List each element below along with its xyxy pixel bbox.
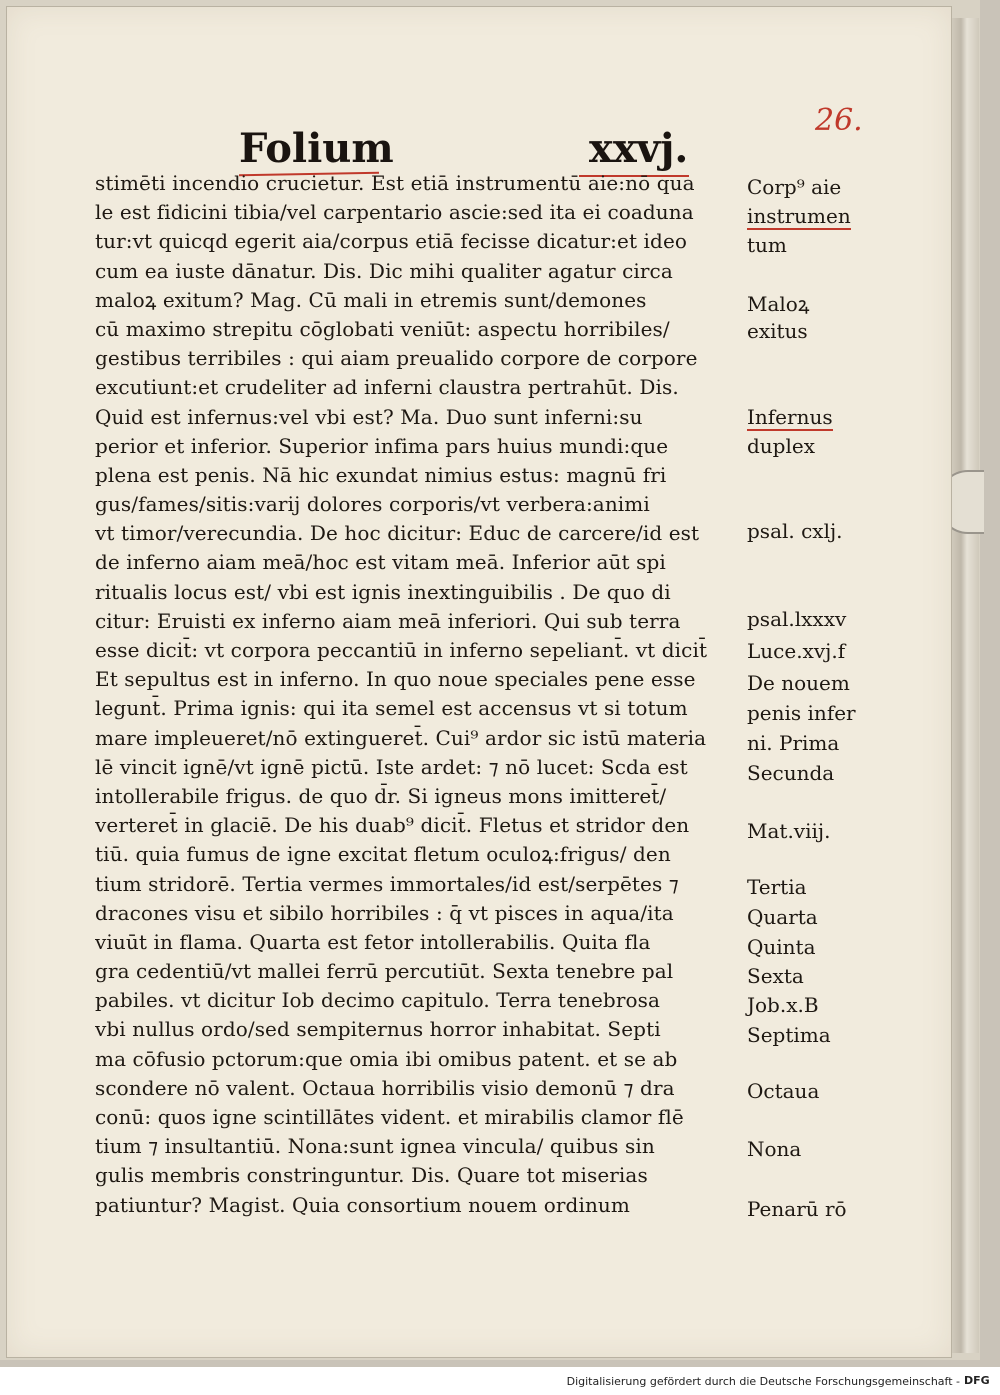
- margin-note: Luce.xvj.f: [747, 639, 846, 663]
- text-line: Et sepultus est in inferno. In quo noue speciales pene esse: [95, 667, 696, 692]
- margin-note: tum: [747, 233, 787, 257]
- text-line: intollerabile frigus. de quo d̄r. Si igneus mons imitteret̄/: [95, 783, 667, 808]
- text-line: verteret̄ in glaciē. De his duab⁹ dicit̄. Fletus et stridor den: [95, 813, 690, 838]
- margin-note: Mat.viij.: [747, 819, 831, 843]
- text-line: vbi nullus ordo/sed sempiternus horror inhabitat. Septi: [95, 1017, 661, 1042]
- text-line: excutiunt:et crudeliter ad inferni claustra pertrahūt. Dis.: [95, 375, 679, 400]
- text-line: scondere nō valent. Octaua horribilis visio demonū ⁊ dra: [95, 1075, 675, 1100]
- text-line: gulis membris constringuntur. Dis. Quare tot miserias: [95, 1163, 648, 1188]
- margin-note: Quinta: [747, 935, 816, 959]
- text-line: tur:vt quicqd egerit aia/corpus etiā fecisse dicatur:et ideo: [95, 229, 688, 254]
- text-line: de inferno aiam meā/hoc est vitam meā. Inferior aūt spi: [95, 550, 666, 575]
- text-line: gestibus terribiles : qui aiam preualido corpore de corpore: [95, 346, 698, 371]
- margin-note: ni. Prima: [747, 731, 840, 755]
- text-line: cū maximo strepitu cōglobati veniūt: aspectu horribiles/: [95, 316, 670, 341]
- text-line: le est fidicini tibia/vel carpentario ascie:sed ita ei coaduna: [95, 200, 694, 225]
- text-line: perior et inferior. Superior infima pars huius mundi:que: [95, 433, 669, 458]
- text-line: dracones visu et sibilo horribiles : q̄ vt pisces in aqua/ita: [95, 900, 674, 925]
- margin-note: Quarta: [747, 905, 818, 929]
- margin-note: Nona: [747, 1137, 802, 1161]
- text-line: tium stridorē. Tertia vermes immortales/id est/serpētes ⁊: [95, 871, 679, 896]
- margin-note: duplex: [747, 434, 815, 458]
- margin-note: Tertia: [747, 875, 807, 899]
- text-line: gus/fames/sitis:varij dolores corporis/vt verbera:animi: [95, 492, 650, 517]
- margin-note: Penarū rō: [747, 1197, 847, 1221]
- text-line: maloꝝ exitum? Mag. Cū mali in etremis sunt/demones: [95, 287, 647, 312]
- margin-note: Sexta: [747, 964, 804, 988]
- margin-note: instrumen: [747, 204, 851, 228]
- margin-note: exitus: [747, 319, 808, 343]
- footer: [0, 1370, 1000, 1395]
- margin-note: Corp⁹ aie: [747, 175, 842, 199]
- page-number: 26.: [815, 103, 863, 138]
- text-line: tium ⁊ insultantiū. Nona:sunt ignea vincula/ quibus sin: [95, 1134, 655, 1159]
- text-line: patiuntur? Magist. Quia consortium nouem ordinum: [95, 1192, 630, 1217]
- text-line: stimēti incendio crucietur. Est etiā instrumentū aie:nō qua: [95, 171, 695, 195]
- text-line: vt timor/verecundia. De hoc dicitur: Educ de carcere/id est: [95, 521, 700, 546]
- margin-note: Septima: [747, 1023, 831, 1047]
- text-line: viuūt in flama. Quarta est fetor intollerabilis. Quita fla: [95, 929, 651, 954]
- document-page: [6, 6, 952, 1358]
- dfg-logo: DFG: [964, 1374, 990, 1387]
- text-line: pabiles. vt dicitur Iob decimo capitulo. Terra tenebrosa: [95, 988, 661, 1013]
- text-line: tiū. quia fumus de igne excitat fletum oculoꝝ:frigus/ den: [95, 842, 671, 867]
- text-line: citur: Eruisti ex inferno aiam meā inferiori. Qui sub terra: [95, 608, 681, 633]
- text-line: gra cedentiū/vt mallei ferrū percutiūt. Sexta tenebre pal: [95, 959, 674, 984]
- text-line: cum ea iuste dānatur. Dis. Dic mihi qualiter agatur circa: [95, 258, 673, 283]
- margin-note: De nouem: [747, 671, 850, 695]
- margin-note: psal. cxlj.: [747, 519, 843, 543]
- footer-credit: Digitalisierung gefördert durch die Deutsche Forschungsgemeinschaft -: [566, 1375, 960, 1388]
- margin-note: Maloꝝ: [747, 292, 810, 316]
- page-edge: [948, 18, 979, 1353]
- text-line: Quid est infernus:vel vbi est? Ma. Duo sunt inferni:su: [95, 404, 643, 429]
- body-text: [95, 169, 745, 1220]
- text-line: esse dicit̄: vt corpora peccantiū in inferno sepeliant̄. vt dicit̄: [95, 638, 708, 662]
- text-line: ma cōfusio pctorum:que omia ibi omibus patent. et se ab: [95, 1046, 678, 1071]
- text-line: plena est penis. Nā hic exundat nimius estus: magnū fri: [95, 462, 667, 487]
- margin-note: penis infer: [747, 701, 856, 725]
- heading-number: xxvj.: [589, 125, 689, 172]
- heading-word: Folium: [239, 125, 394, 172]
- text-line: conū: quos igne scintillātes vident. et mirabilis clamor flē: [95, 1105, 684, 1129]
- margin-note: Job.x.B: [747, 993, 819, 1017]
- margin-note: Secunda: [747, 761, 835, 785]
- margin-note: psal.lxxxv: [747, 607, 847, 631]
- text-line: legunt̄. Prima ignis: qui ita semel est accensus vt si totum: [95, 696, 688, 721]
- text-line: lē vincit ignē/vt ignē pictū. Iste ardet: ⁊ nō lucet: Scda est: [95, 754, 688, 779]
- text-line: ritualis locus est/ vbi est ignis inextinguibilis . De quo di: [95, 579, 671, 604]
- margin-note: Octaua: [747, 1079, 820, 1103]
- text-line: mare impleueret/nō extingueret̄. Cui⁹ ardor sic istū materia: [95, 725, 707, 750]
- margin-note: Infernus: [747, 405, 833, 429]
